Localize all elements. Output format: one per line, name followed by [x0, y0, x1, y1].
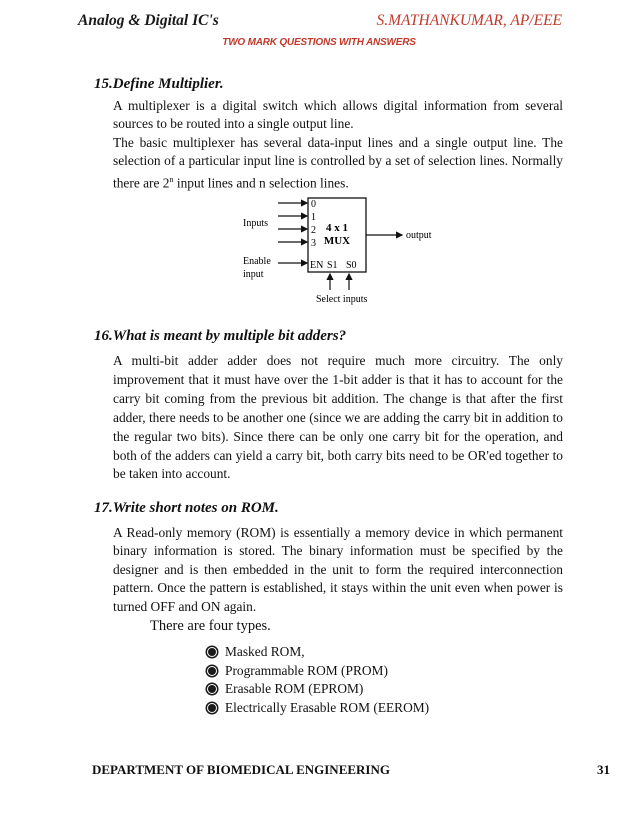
rom-types-list — [207, 643, 429, 717]
pin-s1: S1 — [327, 260, 338, 271]
bullet-icon — [207, 666, 217, 676]
pin-1: 1 — [311, 212, 316, 223]
select-inputs-label: Select inputs — [316, 294, 368, 305]
enable-label-2: input — [243, 269, 264, 280]
rom-type-label: Masked ROM, — [225, 644, 305, 659]
header-subtitle: TWO MARK QUESTIONS WITH ANSWERS — [222, 37, 416, 48]
enable-label-1: Enable — [243, 256, 271, 267]
page-number: 31 — [597, 762, 610, 777]
bullet-icon — [207, 684, 217, 694]
q15-paragraph-2-text: The basic multiplexer has several data-input lines and a single output line. The selection of a particular input line is controlled by a set of selection lines. Normally there are 2 — [113, 134, 563, 191]
superscript-n: n — [169, 174, 174, 184]
header-right: S.MATHANKUMAR, AP/EEE — [376, 12, 562, 29]
bullet-icon — [207, 647, 217, 657]
output-label: output — [406, 230, 432, 241]
header-left: Analog & Digital IC's — [78, 12, 219, 29]
pin-s0: S0 — [346, 260, 357, 271]
rom-types-intro: There are four types. — [150, 618, 271, 634]
question-16-title: 16.What is meant by multiple bit adders? — [94, 328, 347, 344]
inputs-label: Inputs — [243, 218, 268, 229]
bullet-icon — [207, 703, 217, 713]
question-17-title: 17.Write short notes on ROM. — [94, 500, 279, 516]
question-16-body — [113, 352, 563, 484]
list-item — [207, 662, 429, 681]
list-item — [207, 643, 429, 662]
pin-3: 3 — [311, 238, 316, 249]
q15-paragraph-2-tail: input lines and n selection lines. — [173, 175, 349, 191]
q17-paragraph-1: A Read-only memory (ROM) is essentially a memory device in which permanent binary information is stored. The binary information must be specified by the designer and is then embedded in the unit to form the required interconnection pattern. Once the pattern is established, it stays within the unit even when power is turned OFF and ON again. — [113, 525, 563, 614]
mux-block-line1: 4 x 1 — [326, 222, 348, 234]
list-item — [207, 699, 429, 718]
q15-paragraph-2 — [113, 134, 563, 193]
q15-paragraph-1: A multiplexer is a digital switch which allows digital information from several sources to be routed into a single output line. — [113, 98, 563, 132]
question-15-body — [113, 97, 563, 193]
pin-en: EN — [310, 260, 324, 271]
question-15-title: 15.Define Multiplier. — [94, 76, 224, 92]
mux-diagram — [230, 192, 450, 308]
pin-2: 2 — [311, 225, 316, 236]
rom-type-label: Programmable ROM (PROM) — [225, 662, 388, 678]
footer-department: DEPARTMENT OF BIOMEDICAL ENGINEERING — [92, 762, 390, 777]
q16-paragraph-1: A multi-bit adder adder does not require much more circuitry. The only improvement that it must have over the 1-bit adder is that it has to account for the carry bit coming from the previous bit addition. The change is that after the first adder, there needs to be another one (since we are adding the carry bit in addition to the regular two bits). Since there can be only one carry bit for the operation, and both of the adders can yield a carry bit, both carry bits need to be OR'ed together to be taken into account. — [113, 353, 563, 482]
list-item — [207, 680, 429, 699]
mux-block-line2: MUX — [323, 235, 351, 247]
rom-type-label: Electrically Erasable ROM (EEROM) — [225, 699, 430, 715]
question-17-body — [113, 524, 563, 616]
pin-0: 0 — [311, 199, 316, 210]
rom-type-label: Erasable ROM (EPROM) — [225, 681, 364, 697]
